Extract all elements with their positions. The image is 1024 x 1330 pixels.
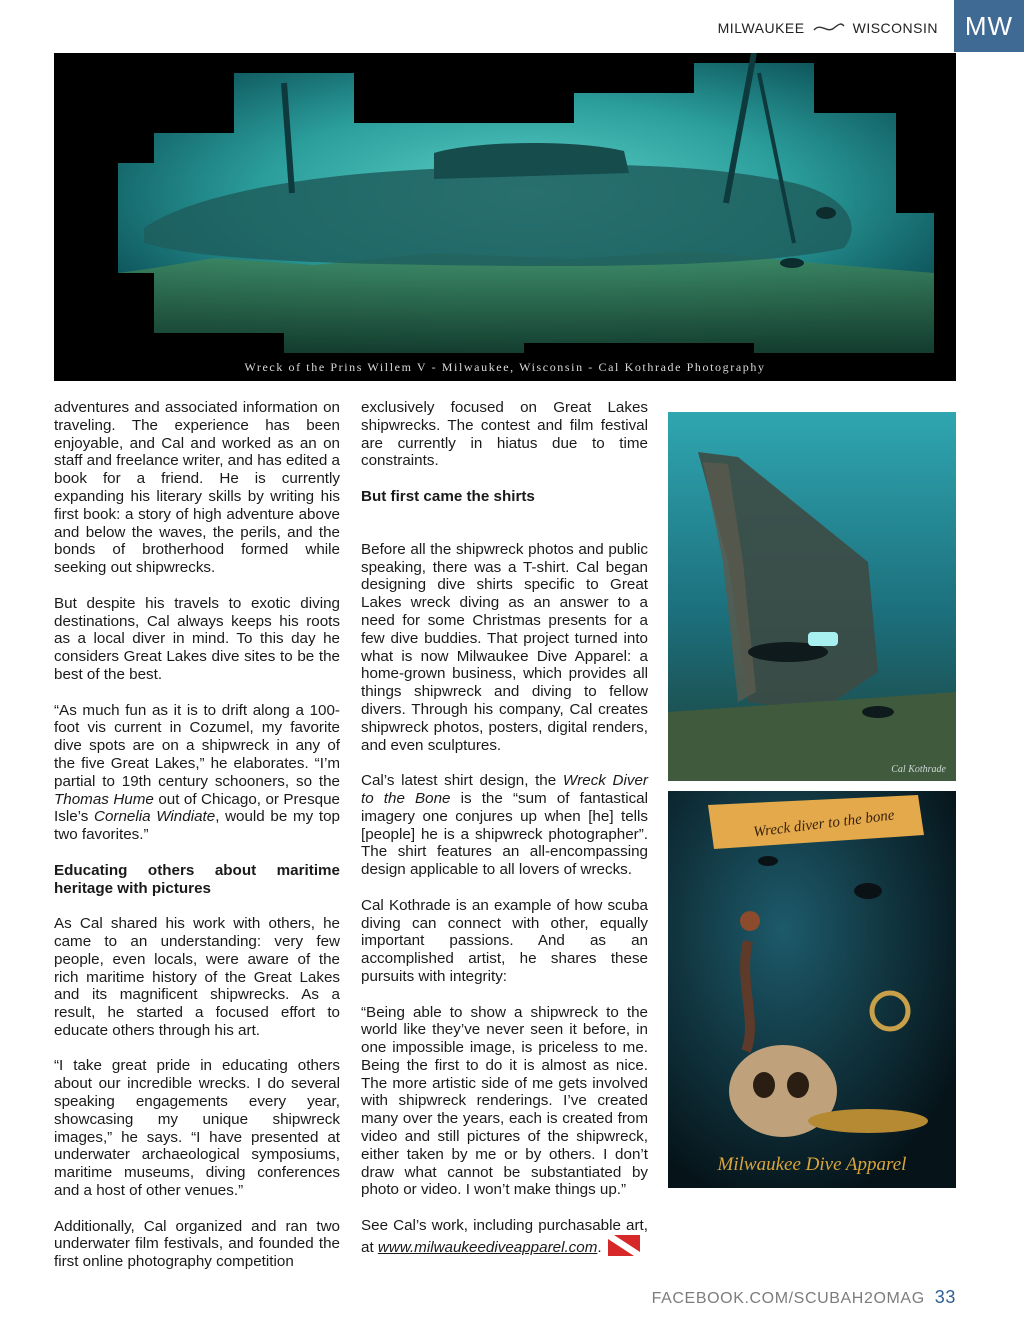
poster-brand: Milwaukee Dive Apparel [717, 1154, 907, 1175]
skull-treasure-illustration [668, 791, 956, 1188]
section-header [718, 16, 938, 40]
subheading: But first came the shirts [361, 487, 535, 505]
paragraph: As Cal shared his work with others, he came to an understanding: very few people, even locals, were aware of the rich maritime history of the Great Lakes and its magnificent shipwrecks. As a result, he started a focused effort to educate others through his art. [54, 915, 340, 1039]
tilde-ornament-icon [813, 21, 845, 35]
paragraph: Additionally, Cal organized and ran two underwater film festivals, and founded the first online photography competition [54, 1217, 340, 1271]
article-column-2 [361, 399, 648, 1257]
poster-banner [726, 807, 922, 845]
shipwreck-panorama-illustration [54, 53, 956, 381]
paragraph: “As much fun as it is to drift along a 100-foot vis current in Cozumel, my favorite dive spots are on a shipwreck in any of the five Great Lakes,” he elaborates. “I’m partial to 19th century schooners, so the Thomas Hume out of Chicago, or Presque Isle’s Cornelia Windiate, would be my top two favorites.” [54, 701, 340, 844]
dive-flag-icon [608, 1235, 640, 1256]
wreck-bow-illustration [668, 412, 956, 781]
hero-panorama-photo [54, 53, 956, 381]
subheading: Educating others about maritime heritage with pictures [54, 861, 340, 897]
paragraph: “I take great pride in educating others about our incredible wrecks. I do several speaking engagements every year, showcasing my unique shipwreck images,” he says. “I have presented at underwater archaeological symposiums, maritime museums, diving conferences and a host of other venues.” [54, 1057, 340, 1200]
paragraph: “Being able to show a shipwreck to the world like they’ve never seen it before, in one impossible image, is priceless to me. Being the first to do it is almost as nice. The more artistic side of me gets involved with shipwreck renderings. I’ve created many over the years, each is created from video and still pictures of the shipwreck, either taken by me or by others. I don’t draw what cannot be substantiated by photo or video. I won’t make things up.” [361, 1003, 648, 1199]
page-footer [652, 1287, 956, 1308]
wreck-diver-to-the-bone-poster [668, 791, 956, 1188]
ship-name: Cornelia Windiate [94, 808, 216, 826]
photographer-signature: Cal Kothrade [891, 764, 946, 775]
footer-url[interactable]: FACEBOOK.COM/SCUBAH2OMAG [651, 1290, 925, 1307]
website-link[interactable]: www.milwaukeediveapparel.com [377, 1238, 598, 1256]
header-city: MILWAUKEE [717, 20, 805, 36]
hero-caption: Wreck of the Prins Willem V - Milwaukee, Wisconsin - Cal Kothrade Photography [244, 360, 766, 374]
paragraph: See Cal’s work, including purchasable art, at www.milwaukeediveapparel.com. [361, 1217, 648, 1256]
shirt-design-name: Wreck Diver to the Bone [361, 772, 648, 807]
paragraph: Cal’s latest shirt design, the Wreck Diver to the Bone is the “sum of fantastical imagery one conjures up when [he] tells [people] he is a shipwreck photographer”. The shirt features an all-encompassing design applicable to all lovers of wrecks. [361, 772, 648, 879]
article-column-1 [54, 399, 340, 1289]
paragraph: adventures and associated information on traveling. The experience has been enjoyable, and Cal and worked as an on staff and freelance writer, and has edited a book for a friend. He is currently expanding his literary skills by writing his first book: a story of high adventure above and below the waves, the perils, and the bonds of brotherhood formed while seeking out shipwrecks. [54, 399, 340, 577]
ship-name: Thomas Hume [54, 790, 154, 808]
page-number: 33 [934, 1287, 956, 1307]
poster-banner-text: Wreck diver to the bone [752, 807, 896, 841]
wreck-diver-photo [668, 412, 956, 781]
paragraph: Before all the shipwreck photos and public speaking, there was a T-shirt. Cal began designing dive shirts specific to Great Lakes wreck diving as an answer to a need for some Christmas presents for a few dive buddies. That project turned into what is now Milwaukee Dive Apparel: a home-grown business, which provides all things shipwreck and diving to fellow divers. Through his company, Cal creates shipwreck photos, posters, digital renders, and even sculptures. [361, 540, 648, 754]
header-state: WISCONSIN [852, 20, 938, 36]
section-badge: MW [954, 0, 1024, 52]
paragraph: exclusively focused on Great Lakes shipwrecks. The contest and film festival are currently in hiatus due to time constraints. [361, 399, 648, 470]
paragraph: Cal Kothrade is an example of how scuba diving can connect with other, equally important passions. And as an accomplished artist, he shares these pursuits with integrity: [361, 896, 648, 985]
paragraph: But despite his travels to exotic diving destinations, Cal always keeps his roots as a local diver in mind. To this day he considers Great Lakes dive sites to be the best of the best. [54, 594, 340, 683]
